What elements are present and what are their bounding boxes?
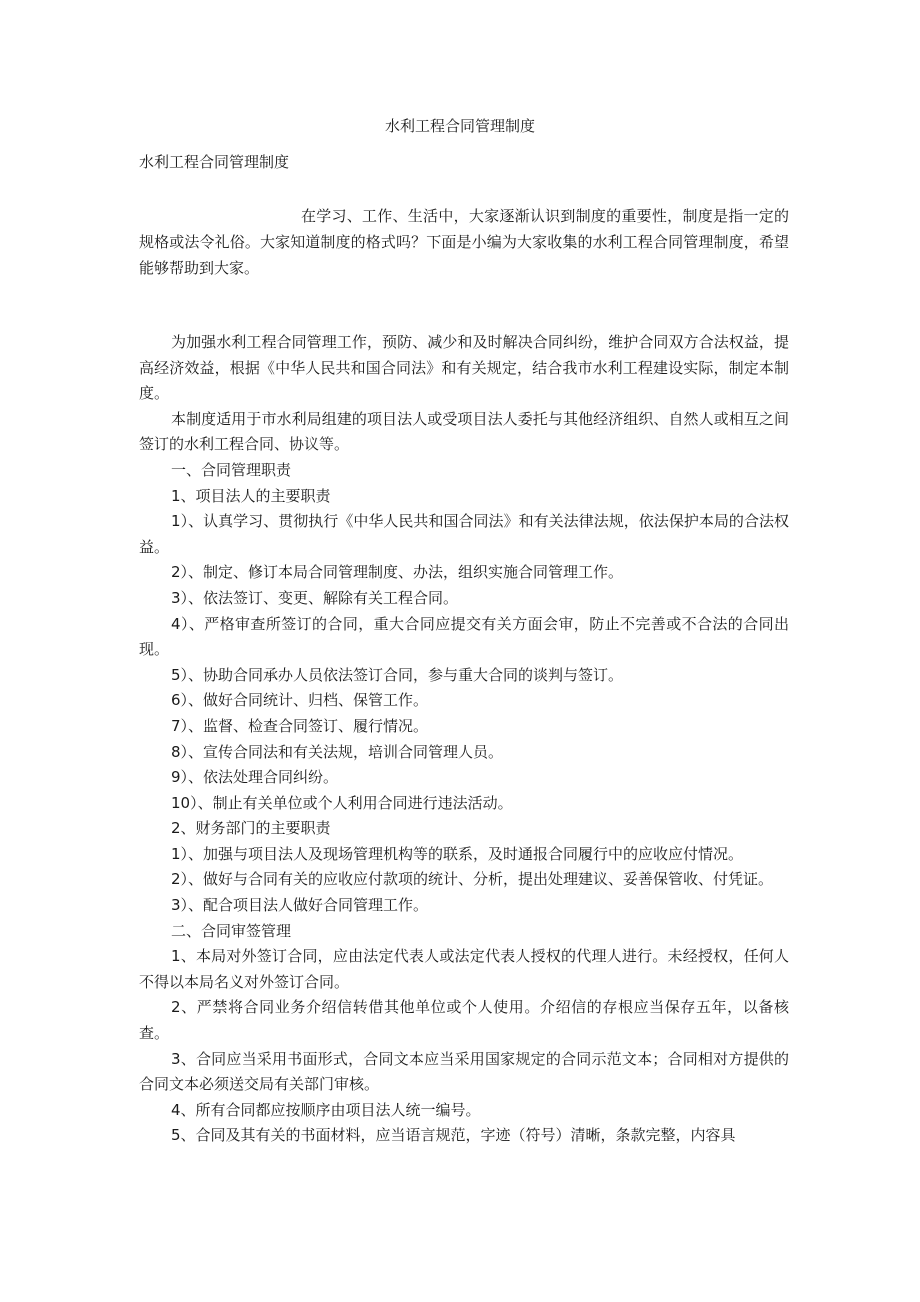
intro-paragraph: 在学习、工作、生活中，大家逐渐认识到制度的重要性，制度是指一定的规格或法令礼俗。大家知道制度的格式吗？下面是小编为大家收集的水利工程合同管理制度，希望能够帮助到大家。	[139, 207, 789, 277]
list-item: 2）、制定、修订本局合同管理制度、办法，组织实施合同管理工作。	[171, 563, 624, 582]
list-item: 8）、宣传合同法和有关法规，培训合同管理人员。	[171, 742, 504, 761]
list-item: 5、合同及其有关的书面材料，应当语言规范，字迹（符号）清晰，条款完整，内容具	[171, 1126, 736, 1145]
list-item: 4）、严格审查所签订的合同，重大合同应提交有关方面会审，防止不完善或不合法的合同出现。	[139, 614, 789, 659]
list-item: 9）、依法处理合同纠纷。	[171, 768, 339, 787]
list-item: 2、严禁将合同业务介绍信转借其他单位或个人使用。介绍信的存根应当保存五年，以备核查。	[139, 998, 789, 1043]
section-heading: 一、合同管理职责	[171, 460, 292, 479]
paragraph: 为加强水利工程合同管理工作，预防、减少和及时解决合同纠纷，维护合同双方合法权益，提高经济效益，根据《中华人民共和国合同法》和有关规定，结合我市水利工程建设实际，制定本制度。	[139, 333, 789, 403]
list-item: 7）、监督、检查合同签订、履行情况。	[171, 716, 429, 735]
paragraph: 本制度适用于市水利局组建的项目法人或受项目法人委托与其他经济组织、自然人或相互之间签订的水利工程合同、协议等。	[139, 409, 789, 454]
list-item: 3、合同应当采用书面形式，合同文本应当采用国家规定的合同示范文本；合同相对方提供的合同文本必须送交局有关部门审核。	[139, 1049, 789, 1094]
list-item: 3）、依法签订、变更、解除有关工程合同。	[171, 588, 459, 607]
subsection-heading: 1、项目法人的主要职责	[171, 486, 331, 505]
document-title: 水利工程合同管理制度	[384, 117, 535, 135]
list-item: 6）、做好合同统计、归档、保管工作。	[171, 691, 429, 710]
list-item: 1）、加强与项目法人及现场管理机构等的联系，及时通报合同履行中的应收应付情况。	[171, 844, 744, 863]
list-item: 1、本局对外签订合同，应由法定代表人或法定代表人授权的代理人进行。未经授权，任何人不得以本局名义对外签订合同。	[139, 947, 789, 991]
list-item: 5）、协助合同承办人员依法签订合同，参与重大合同的谈判与签订。	[171, 665, 624, 684]
list-item: 4、所有合同都应按顺序由项目法人统一编号。	[171, 1100, 481, 1119]
section-heading: 二、合同审签管理	[171, 921, 292, 940]
list-item: 10）、制止有关单位或个人利用合同进行违法活动。	[171, 793, 513, 812]
document-subtitle: 水利工程合同管理制度	[139, 153, 290, 171]
list-item: 3）、配合项目法人做好合同管理工作。	[171, 896, 429, 915]
subsection-heading: 2、财务部门的主要职责	[171, 819, 331, 838]
list-item: 1）、认真学习、贯彻执行《中华人民共和国合同法》和有关法律法规，依法保护本局的合法权益。	[139, 512, 789, 556]
list-item: 2）、做好与合同有关的应收应付款项的统计、分析，提出处理建议、妥善保管收、付凭证。	[171, 870, 774, 889]
document-body	[139, 330, 789, 1149]
